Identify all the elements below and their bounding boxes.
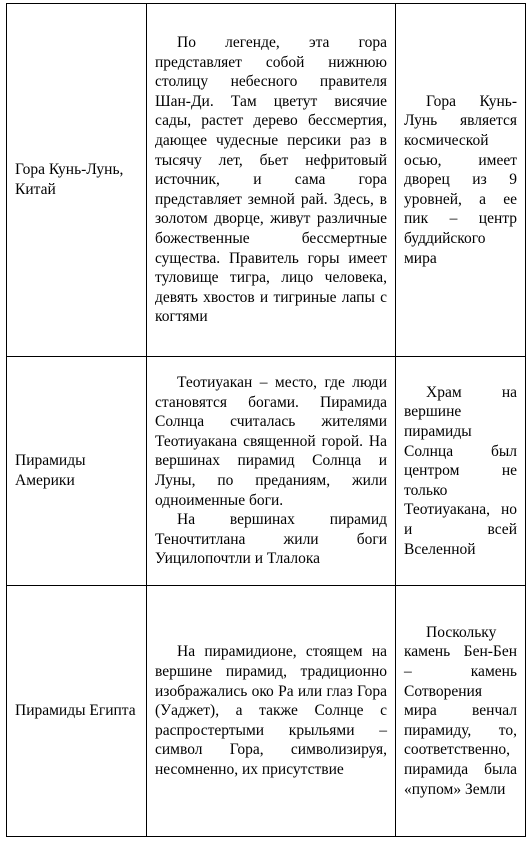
legend-paragraph: На пирамидионе, стоящем на вершине пирамид, традиционно изображались око Ра или глаз Гора (Уаджет), а также Солнце с распростертыми крыльями – символ Гора, символизируя, несомненно, их присутствие [155, 643, 387, 778]
legend-cell [147, 586, 396, 837]
meaning-cell [396, 586, 526, 837]
place-name: Гора Кунь-Лунь, Китай [15, 161, 124, 198]
place-cell [7, 357, 147, 586]
place-name: Пирамиды Египта [15, 702, 136, 720]
meaning-text: Храм на вершине пирамиды Солнца был центром не только Теотиуакана, но и всей Вселенной [404, 383, 517, 558]
mythology-table [6, 3, 526, 837]
legend-paragraph: Теотиуакан – место, где люди становятся богами. Пирамида Солнца считалась жителями Теотиуакана священной горой. На вершинах пирамид Солнца и Луны, по преданиям, жили одноименные боги. [155, 374, 387, 509]
place-cell [7, 4, 147, 357]
place-name: Пирамиды Америки [15, 452, 86, 489]
meaning-text: Поскольку камень Бен-Бен – камень Сотворения мира венчал пирамиду, то, соответственно, пирамида была «пупом» Земли [404, 623, 517, 798]
table-row [7, 4, 526, 357]
place-cell [7, 586, 147, 837]
meaning-cell [396, 4, 526, 357]
table-row [7, 357, 526, 586]
legend-cell [147, 4, 396, 357]
legend-paragraph: По легенде, эта гора представляет собой нижнюю столицу небесного правителя Шан-Ди. Там цветут висячие сады, растет дерево бессмертия, дающее чудесные персики раз в тысячу лет, бьет нефритовый источник, и сама гора представляет земной рай. Здесь, в золотом дворце, живут различные божественные бессмертные существа. Правитель горы имеет туловище тигра, лицо человека, девять хвостов и тигриные лапы с когтями [155, 34, 387, 326]
meaning-cell [396, 357, 526, 586]
meaning-text: Гора Кунь-Лунь является космической осью, имеет дворец из 9 уровней, а ее пик – центр буддийского мира [404, 92, 517, 267]
legend-paragraph: На вершинах пирамид Теночтитлана жили боги Уицилопочтли и Тлалока [155, 511, 387, 568]
table-row [7, 586, 526, 837]
legend-cell [147, 357, 396, 586]
